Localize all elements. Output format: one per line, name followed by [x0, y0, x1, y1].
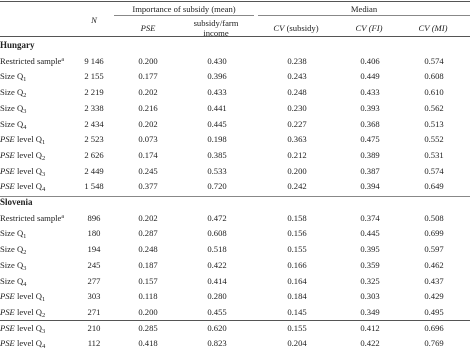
- cell-cv-fi: 0.349: [360, 306, 380, 317]
- row-label-subscript: 3: [23, 264, 27, 272]
- cell-sfi: 0.472: [207, 212, 227, 223]
- cell-n: 271: [87, 306, 101, 317]
- section-title: Hungary: [0, 40, 35, 50]
- cell-cv-fi: 0.387: [360, 165, 380, 176]
- header-cv-fi: [338, 23, 400, 33]
- cell-cv-sub: 0.164: [287, 275, 307, 286]
- row-label-subscript: 4: [23, 123, 27, 131]
- cell-cv-mi: 0.462: [424, 259, 444, 270]
- header-cv-mi: [402, 23, 464, 33]
- cell-cv-fi: 0.406: [360, 55, 380, 66]
- cell-cv-mi: 0.649: [424, 181, 444, 192]
- header-subsidy-farm-income-line2: income: [203, 28, 229, 38]
- row-label-subscript: 3: [42, 170, 46, 178]
- cell-n: 1 548: [84, 181, 104, 192]
- header-group-median-rule: [258, 15, 470, 16]
- cell-cv-sub: 0.155: [287, 244, 307, 255]
- cell-n: 180: [87, 228, 101, 239]
- cell-cv-fi: 0.393: [360, 102, 380, 113]
- cell-cv-mi: 0.508: [424, 212, 444, 223]
- cell-cv-fi: 0.303: [360, 291, 380, 302]
- cell-n: 896: [87, 212, 101, 223]
- cell-cv-fi: 0.412: [360, 322, 380, 333]
- cell-sfi: 0.720: [207, 181, 227, 192]
- cell-n: 9 146: [84, 55, 104, 66]
- row-label-text: Size Q: [0, 228, 24, 239]
- header-bottom-rule: [0, 36, 470, 37]
- row-label-pse: PSE: [0, 338, 15, 349]
- cell-pse: 0.073: [138, 134, 158, 145]
- cell-n: 210: [87, 322, 101, 333]
- cell-pse: 0.202: [138, 212, 158, 223]
- cell-sfi: 0.396: [207, 71, 227, 82]
- row-label: [0, 228, 27, 241]
- cell-cv-fi: 0.449: [360, 71, 380, 82]
- cell-cv-sub: 0.242: [287, 181, 307, 192]
- cell-n: 194: [87, 244, 101, 255]
- cell-pse: 0.287: [138, 228, 158, 239]
- row-label-text: Size Q: [0, 71, 24, 82]
- cell-cv-fi: 0.368: [360, 118, 380, 129]
- cell-pse: 0.177: [138, 71, 158, 82]
- row-label-text: Restricted sample: [0, 212, 62, 223]
- cell-sfi: 0.518: [207, 244, 227, 255]
- cell-sfi: 0.441: [207, 102, 227, 113]
- header-cv-subsidy: [260, 23, 332, 33]
- row-label: [0, 103, 26, 113]
- cell-cv-sub: 0.200: [287, 165, 307, 176]
- cell-cv-sub: 0.363: [287, 134, 307, 145]
- header-group-importance: Importance of subsidy (mean): [132, 4, 236, 14]
- row-label-text: Restricted sample: [0, 55, 62, 66]
- header-group-importance-rule: [114, 15, 254, 16]
- row-label-text: level Q: [14, 291, 43, 302]
- cell-sfi: 0.280: [207, 291, 227, 302]
- row-label: [0, 119, 26, 129]
- row-label-pse: PSE: [0, 181, 15, 192]
- cell-n: 245: [87, 259, 101, 270]
- cell-cv-sub: 0.156: [287, 228, 307, 239]
- cell-n: 277: [87, 275, 101, 286]
- cell-n: 2 219: [84, 87, 104, 98]
- cell-pse: 0.216: [138, 102, 158, 113]
- cell-cv-mi: 0.696: [424, 322, 444, 333]
- row-label-subscript: 2: [42, 311, 46, 319]
- cell-n: 303: [87, 291, 101, 302]
- cell-cv-fi: 0.394: [360, 181, 380, 192]
- row-label: [0, 134, 46, 147]
- row-label-subscript: 4: [23, 280, 27, 288]
- cell-cv-fi: 0.374: [360, 212, 380, 223]
- cell-pse: 0.248: [138, 244, 158, 255]
- cell-pse: 0.187: [138, 259, 158, 270]
- row-label-text: level Q: [14, 181, 43, 192]
- header-cv-fi-prefix: CV: [355, 23, 367, 33]
- cell-sfi: 0.198: [207, 134, 227, 145]
- cell-sfi: 0.455: [207, 306, 227, 317]
- cell-cv-fi: 0.433: [360, 87, 380, 98]
- cell-cv-fi: 0.445: [360, 228, 380, 239]
- cell-cv-sub: 0.158: [287, 212, 307, 223]
- cell-cv-sub: 0.230: [287, 102, 307, 113]
- row-label-footnote: a: [61, 213, 65, 220]
- header-cv-fi-suffix: (FI): [368, 23, 383, 33]
- row-label-subscript: 4: [42, 343, 46, 350]
- cell-cv-fi: 0.389: [360, 149, 380, 160]
- row-label-subscript: 4: [42, 186, 46, 194]
- row-label-subscript: 1: [23, 76, 27, 84]
- header-subsidy-farm-income-line1: subsidy/farm: [193, 18, 239, 28]
- cell-n: 2 155: [84, 71, 104, 82]
- header-cv-subsidy-prefix: CV: [273, 23, 285, 33]
- row-label: [0, 291, 46, 304]
- cell-cv-sub: 0.248: [287, 87, 307, 98]
- cell-pse: 0.174: [138, 149, 158, 160]
- cell-cv-mi: 0.574: [424, 165, 444, 176]
- row-label-text: level Q: [14, 306, 43, 317]
- header-cv-mi-prefix: CV: [418, 23, 430, 33]
- cell-n: 2 338: [84, 102, 104, 113]
- row-label-text: level Q: [14, 134, 43, 145]
- cell-cv-mi: 0.437: [424, 275, 444, 286]
- row-label-footnote: a: [61, 56, 65, 63]
- row-label: [0, 276, 26, 286]
- header-subsidy-farm-income: [178, 18, 254, 38]
- section-title: Slovenia: [0, 197, 33, 207]
- row-label: [0, 260, 26, 270]
- header-pse: PSE: [140, 23, 156, 33]
- cell-cv-mi: 0.699: [424, 228, 444, 239]
- cell-cv-mi: 0.513: [424, 118, 444, 129]
- row-label-pse: PSE: [0, 149, 15, 160]
- row-label-subscript: 1: [42, 296, 46, 304]
- row-label-pse: PSE: [0, 306, 15, 317]
- cell-cv-fi: 0.395: [360, 244, 380, 255]
- cell-pse: 0.200: [138, 55, 158, 66]
- cell-cv-mi: 0.531: [424, 149, 444, 160]
- cell-cv-fi: 0.359: [360, 259, 380, 270]
- cell-n: 2 626: [84, 149, 104, 160]
- row-label: [0, 323, 45, 333]
- cell-n: 2 523: [84, 134, 104, 145]
- row-label-subscript: 1: [23, 233, 27, 241]
- row-label-pse: PSE: [0, 322, 15, 333]
- cell-sfi: 0.608: [207, 228, 227, 239]
- cell-pse: 0.202: [138, 118, 158, 129]
- cell-pse: 0.200: [138, 306, 158, 317]
- row-label-subscript: 3: [23, 107, 27, 115]
- cell-cv-sub: 0.204: [287, 338, 307, 349]
- cell-sfi: 0.430: [207, 55, 227, 66]
- row-label-subscript: 3: [42, 327, 46, 335]
- row-label: [0, 338, 45, 348]
- row-label-text: Size Q: [0, 244, 24, 255]
- row-label-text: Size Q: [0, 259, 24, 270]
- cell-cv-fi: 0.325: [360, 275, 380, 286]
- cell-cv-mi: 0.495: [424, 306, 444, 317]
- cell-cv-mi: 0.552: [424, 134, 444, 145]
- header-group-median: Median: [350, 4, 378, 14]
- header-cv-subsidy-suffix: (subsidy): [286, 23, 319, 33]
- cell-pse: 0.418: [138, 338, 158, 349]
- cell-sfi: 0.414: [207, 275, 227, 286]
- cell-cv-mi: 0.429: [424, 291, 444, 302]
- row-label: [0, 56, 64, 66]
- cell-cv-sub: 0.227: [287, 118, 307, 129]
- row-label-text: Size Q: [0, 102, 24, 113]
- cell-pse: 0.245: [138, 165, 158, 176]
- cell-pse: 0.157: [138, 275, 158, 286]
- row-label: [0, 87, 27, 100]
- cell-sfi: 0.620: [207, 322, 227, 333]
- row-label-text: level Q: [14, 165, 43, 176]
- cell-sfi: 0.385: [207, 149, 227, 160]
- row-label-text: Size Q: [0, 118, 24, 129]
- cell-cv-fi: 0.475: [360, 134, 380, 145]
- cell-cv-mi: 0.608: [424, 71, 444, 82]
- cell-sfi: 0.422: [207, 259, 227, 270]
- row-label-pse: PSE: [0, 165, 15, 176]
- cell-cv-fi: 0.422: [360, 338, 380, 349]
- cell-sfi: 0.445: [207, 118, 227, 129]
- cell-pse: 0.285: [138, 322, 158, 333]
- row-label-subscript: 1: [42, 139, 46, 147]
- cell-cv-mi: 0.562: [424, 102, 444, 113]
- section-separator: [0, 196, 470, 197]
- cell-cv-mi: 0.769: [424, 338, 444, 349]
- cell-pse: 0.202: [138, 87, 158, 98]
- cell-cv-sub: 0.238: [287, 55, 307, 66]
- row-label: [0, 213, 64, 223]
- cell-sfi: 0.533: [207, 165, 227, 176]
- row-label: [0, 166, 45, 176]
- cell-pse: 0.118: [138, 291, 158, 302]
- cell-cv-mi: 0.597: [424, 244, 444, 255]
- cell-cv-sub: 0.155: [287, 322, 307, 333]
- table-top-rule: [0, 1, 470, 2]
- row-label-subscript: 2: [42, 154, 46, 162]
- row-label-text: Size Q: [0, 275, 24, 286]
- row-label-pse: PSE: [0, 291, 15, 302]
- row-label: [0, 244, 27, 257]
- row-label-text: level Q: [14, 338, 43, 349]
- row-label: [0, 150, 45, 160]
- cell-sfi: 0.433: [207, 87, 227, 98]
- row-label-text: Size Q: [0, 87, 24, 98]
- cell-n: 112: [87, 338, 101, 349]
- cell-n: 2 449: [84, 165, 104, 176]
- row-label: [0, 71, 27, 84]
- header-cv-mi-suffix: (MI): [431, 23, 448, 33]
- row-label: [0, 307, 45, 317]
- cell-sfi: 0.823: [207, 338, 227, 349]
- cell-pse: 0.377: [138, 181, 158, 192]
- cell-cv-sub: 0.145: [287, 306, 307, 317]
- row-label: [0, 181, 46, 194]
- row-label-subscript: 2: [23, 92, 27, 100]
- cell-n: 2 434: [84, 118, 104, 129]
- cell-cv-sub: 0.166: [287, 259, 307, 270]
- cell-cv-mi: 0.610: [424, 87, 444, 98]
- cell-cv-sub: 0.212: [287, 149, 307, 160]
- cell-cv-sub: 0.184: [287, 291, 307, 302]
- row-label-pse: PSE: [0, 134, 15, 145]
- row-label-text: level Q: [14, 322, 43, 333]
- cell-cv-mi: 0.574: [424, 55, 444, 66]
- row-label-subscript: 2: [23, 249, 27, 257]
- cell-cv-sub: 0.243: [287, 71, 307, 82]
- header-n: N: [91, 15, 97, 25]
- row-label-text: level Q: [14, 149, 43, 160]
